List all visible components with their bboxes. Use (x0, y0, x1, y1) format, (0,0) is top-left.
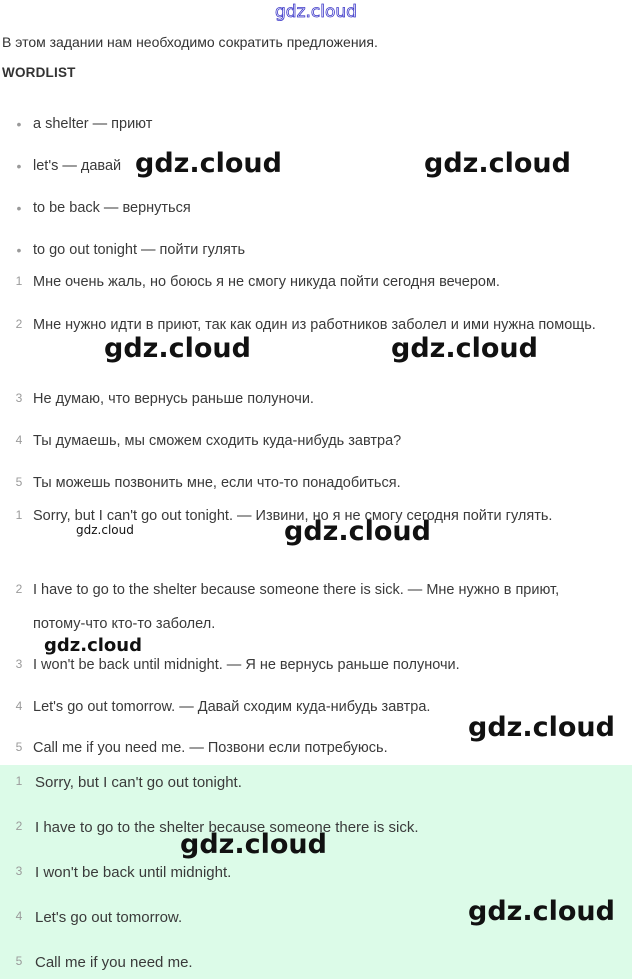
watermark: gdz.cloud (104, 333, 251, 364)
bullet-icon: • (16, 200, 22, 216)
bullet-icon: • (16, 116, 22, 132)
watermark: gdz.cloud (391, 333, 538, 364)
bullet-icon: • (16, 158, 22, 174)
watermark: gdz.cloud (44, 635, 142, 656)
watermark: gdz.cloud (468, 896, 615, 927)
watermark: gdz.cloud (76, 523, 134, 537)
watermark: gdz.cloud (284, 516, 431, 547)
wordlist-heading: WORDLIST (2, 65, 76, 80)
task-intro: В этом задании нам необходимо сократить предложения. (2, 34, 378, 50)
watermark: gdz.cloud (468, 712, 615, 743)
watermark: gdz.cloud (424, 148, 571, 179)
watermark: gdz.cloud (180, 829, 327, 860)
watermark: gdz.cloud (135, 148, 282, 179)
bullet-icon: • (16, 242, 22, 258)
site-logo[interactable]: gdz.cloud (275, 2, 357, 22)
